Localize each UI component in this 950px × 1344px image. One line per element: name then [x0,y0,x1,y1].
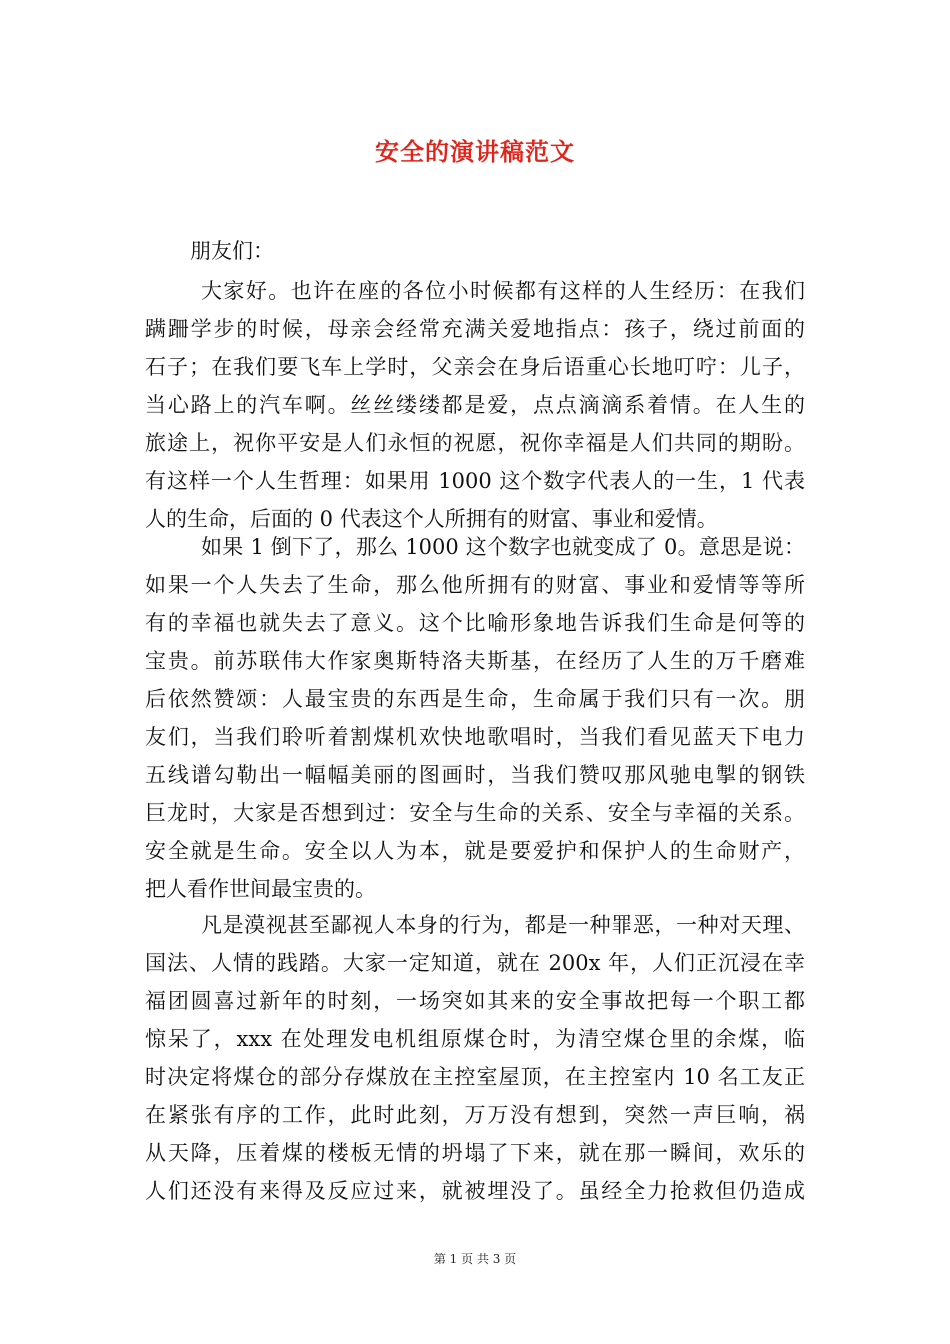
paragraph-line: 石子；在我们要飞车上学时，父亲会在身后语重心长地叮咛：儿子， [145,355,805,379]
paragraph-line: 后依然赞颂：人最宝贵的东西是生命，生命属于我们只有一次。朋 [145,687,805,711]
paragraph-line: 友们，当我们聆听着割煤机欢快地歌唱时，当我们看见蓝天下电力 [145,725,805,749]
paragraph-line: 如果 1 倒下了，那么 1000 这个数字也就变成了 0。意思是说： [201,535,805,559]
paragraph-line: 福团圆喜过新年的时刻，一场突如其来的安全事故把每一个职工都 [145,989,805,1013]
paragraph-line: 人的生命，后面的 0 代表这个人所拥有的财富、事业和爱情。 [145,507,718,531]
paragraph-line: 巨龙时，大家是否想到过：安全与生命的关系、安全与幸福的关系。 [145,801,805,825]
paragraph-2 [145,528,805,908]
paragraph-line: 时决定将煤仓的部分存煤放在主控室屋顶，在主控室内 10 名工友正 [145,1065,805,1089]
paragraph-line: 有的幸福也就失去了意义。这个比喻形象地告诉我们生命是何等的 [145,611,805,635]
paragraph-1 [145,272,805,538]
paragraph-line: 宝贵。前苏联伟大作家奥斯特洛夫斯基，在经历了人生的万千磨难 [145,649,805,673]
paragraph-line: 人们还没有来得及反应过来，就被埋没了。虽经全力抢救但仍造成 [145,1179,805,1203]
paragraph-line: 旅途上，祝你平安是人们永恒的祝愿，祝你幸福是人们共同的期盼。 [145,431,805,455]
paragraph-line: 国法、人情的践踏。大家一定知道，就在 200x 年，人们正沉浸在幸 [145,951,805,975]
paragraph-line: 当心路上的汽车啊。丝丝缕缕都是爱，点点滴滴系着情。在人生的 [145,393,805,417]
paragraph-line: 安全就是生命。安全以人为本，就是要爱护和保护人的生命财产， [145,839,805,863]
paragraph-line: 在紧张有序的工作，此时此刻，万万没有想到，突然一声巨响，祸 [145,1103,805,1127]
paragraph-3 [145,906,805,1210]
paragraph-line: 五线谱勾勒出一幅幅美丽的图画时，当我们赞叹那风驰电掣的钢铁 [145,763,805,787]
page-number-footer: 第 1 页 共 3 页 [433,1252,517,1266]
paragraph-line: 从天降，压着煤的楼板无情的坍塌了下来，就在那一瞬间，欢乐的 [145,1141,805,1165]
paragraph-line: 大家好。也许在座的各位小时候都有这样的人生经历：在我们 [201,279,805,303]
paragraph-line: 惊呆了，xxx 在处理发电机组原煤仓时，为清空煤仓里的余煤，临 [145,1027,805,1051]
document-title: 安全的演讲稿范文 [375,137,575,166]
paragraph-line: 凡是漠视甚至鄙视人本身的行为，都是一种罪恶，一种对天理、 [201,913,805,937]
paragraph-line: 有这样一个人生哲理：如果用 1000 这个数字代表人的一生，1 代表 [145,469,805,493]
salutation: 朋友们： [190,239,274,263]
paragraph-line: 如果一个人失去了生命，那么他所拥有的财富、事业和爱情等等所 [145,573,805,597]
paragraph-line: 蹒跚学步的时候，母亲会经常充满关爱地指点：孩子，绕过前面的 [145,317,805,341]
paragraph-line: 把人看作世间最宝贵的。 [145,877,376,901]
